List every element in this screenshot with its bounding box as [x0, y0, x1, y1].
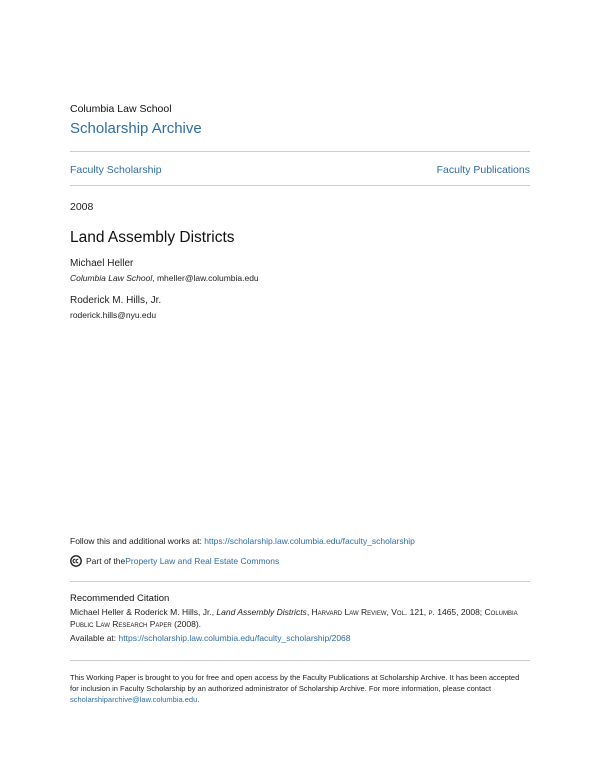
creative-commons-icon [70, 555, 82, 567]
partof-prefix: Part of the [86, 556, 126, 566]
notice-suffix: . [197, 695, 200, 704]
paper-title: Land Assembly Districts [70, 229, 235, 246]
divider-notice [70, 660, 530, 661]
contact-email-link[interactable]: scholarshiparchive@law.columbia.edu [70, 695, 198, 704]
citation-heading: Recommended Citation [70, 593, 170, 604]
collection-link[interactable]: Faculty Scholarship [70, 164, 162, 176]
author-email: roderick.hills@nyu.edu [70, 310, 157, 320]
follow-prefix: Follow this and additional works at: [70, 536, 205, 546]
access-notice [70, 672, 530, 705]
citation-text: Michael Heller & Roderick M. Hills, Jr., Land Assembly Districts, Harvard Law Review, Vol. 121, p. 1465, 2008; Columbia Public Law Research Paper (2008). [70, 607, 518, 629]
part-of-line [70, 555, 279, 567]
citation-title: Land Assembly Districts [216, 607, 307, 617]
author-name: Michael Heller [70, 258, 134, 269]
citation-authors: Michael Heller & Roderick M. Hills, Jr., [70, 607, 217, 617]
divider-top [70, 151, 530, 152]
series-link[interactable]: Faculty Publications [436, 164, 530, 176]
divider-nav [70, 185, 530, 186]
institution-name: Columbia Law School [70, 103, 172, 115]
archive-link[interactable]: Scholarship Archive [70, 120, 202, 137]
citation-journal: Harvard Law Review, Vol. 121, p. 1465, 2008; Columbia Public Law Research Paper (2008). [70, 607, 518, 629]
author-affiliation: Columbia Law School, mheller@law.columbia.edu [70, 273, 259, 283]
affiliation-name: Columbia Law School [70, 273, 153, 283]
available-url-link[interactable]: https://scholarship.law.columbia.edu/faculty_scholarship/2068 [118, 633, 351, 643]
available-prefix: Available at: [70, 633, 119, 643]
follow-url-link[interactable]: https://scholarship.law.columbia.edu/faculty_scholarship [204, 536, 415, 546]
publication-year: 2008 [70, 201, 94, 213]
divider-citation [70, 581, 530, 582]
author-email: mheller@law.columbia.edu [156, 273, 259, 283]
notice-text: This Working Paper is brought to you for free and open access by the Faculty Publications at Scholarship Archive. It has been accepted for inclusion in Faculty Scholarship by an authorized administrator of Scholarship Archive. For more information, please contact [70, 673, 520, 693]
author-name: Roderick M. Hills, Jr. [70, 295, 162, 306]
commons-link[interactable]: Property Law and Real Estate Commons [125, 556, 280, 566]
follow-line [70, 536, 415, 546]
available-line [70, 633, 351, 643]
